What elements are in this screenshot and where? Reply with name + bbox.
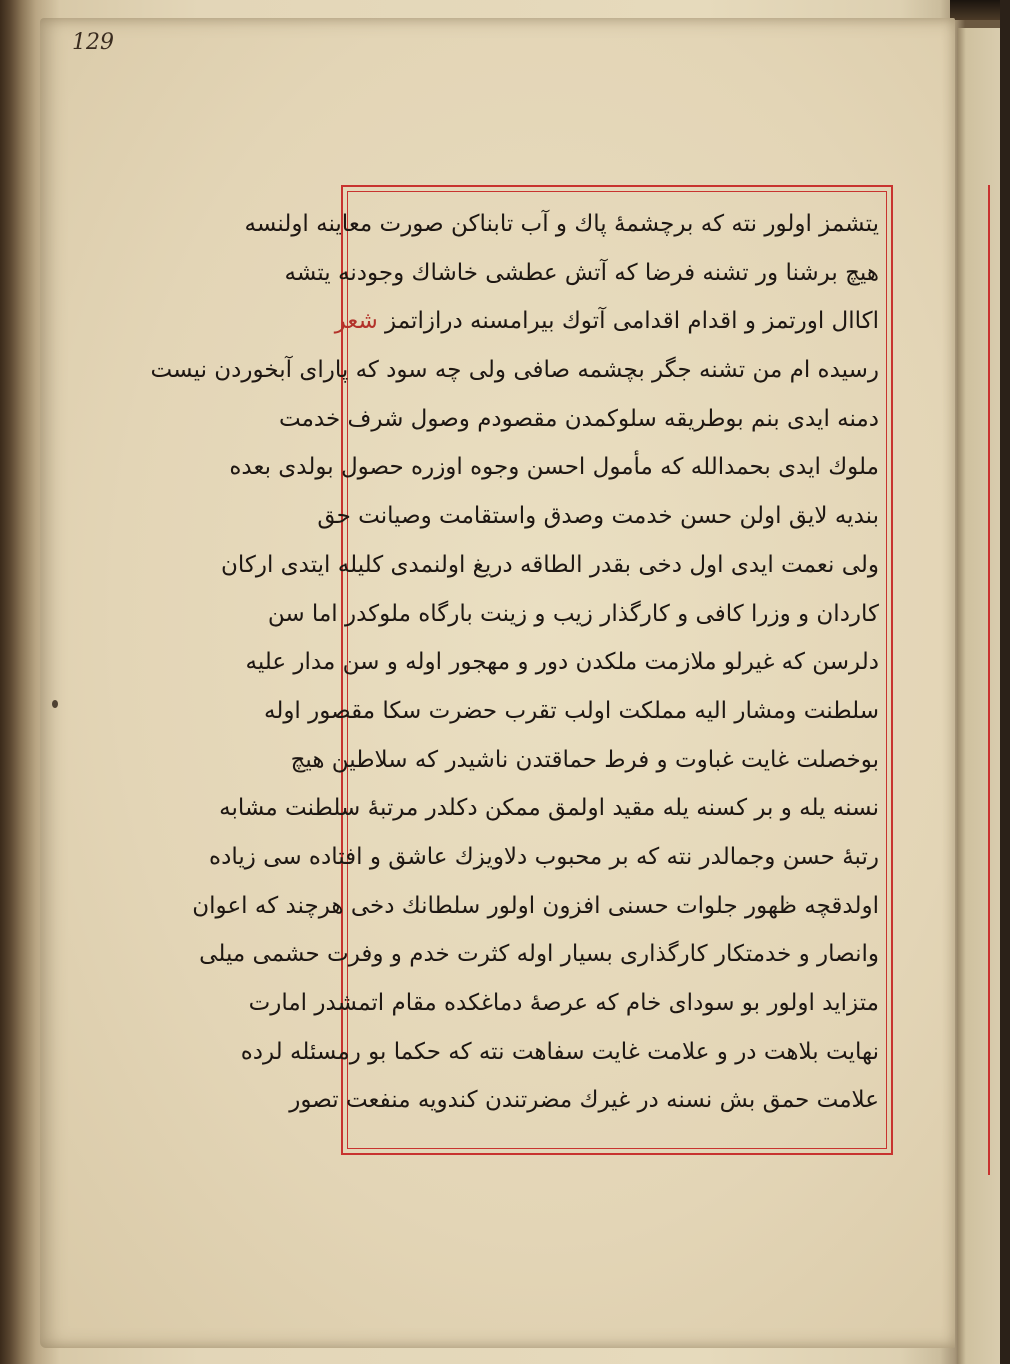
text-line: اكاال اورتمز و اقدام اقدامی آتوك بیرامسنه درازاتمز شعر — [334, 308, 879, 335]
folio-number: 129 — [72, 30, 114, 55]
text-line: بوخصلت غایت غباوت و فرط حماقتدن ناشیدر که سلاطین هیچ — [290, 746, 879, 773]
text-line: متزاید اولور بو سودای خام که عرصهٔ دماغکده مقام اتمشدر امارت — [248, 990, 879, 1016]
text-line: دمنه ایدی بنم بوطریقه سلوکمدن مقصودم وصول شرف خدمت — [279, 405, 879, 432]
text-block — [150, 200, 879, 1140]
text-line: دلرسن که غیرلو ملازمت ملکدن دور و مهجور اوله و سن مدار علیه — [245, 649, 879, 676]
text-line: بندیه لایق اولن حسن خدمت وصدق واستقامت وصیانت حق — [317, 503, 879, 530]
text-line: ولی نعمت ایدی اول دخی بقدر الطاقه دریغ اولنمدی کلیله ایتدی ارکان — [220, 551, 879, 578]
ink-spot — [52, 700, 58, 708]
text-line: ملوك ایدی بحمدالله که مأمول احسن وجوه اوزره حصول بولدی بعده — [229, 454, 879, 481]
rubric-word: شعر — [334, 308, 378, 335]
facing-page-frame-rule — [988, 185, 1010, 1175]
text-line: علامت حمق بش نسنه در غیرك مضرتندن کندویه منفعت تصور — [289, 1087, 879, 1114]
text-line: رتبهٔ حسن وجمالدر نته که بر محبوب دلاویزك عاشق و افتاده سی زیاده — [209, 843, 879, 870]
text-line: نهایت بلاهت در و علامت غایت سفاهت نته که حکما بو رمسئله لرده — [240, 1038, 879, 1065]
text-line: اولدقچه ظهور جلوات حسنی افزون اولور سلطانك دخی هرچند که اعوان — [192, 892, 879, 919]
text-line: یتشمز اولور نته که برچشمهٔ پاك و آب تابناكن صورت معاینه اولنسه — [244, 211, 879, 237]
binding-edge — [950, 0, 1000, 20]
text-line: کاردان و وزرا کافی و کارگذار زیب و زینت بارگاه ملوکدر اما سن — [267, 600, 879, 627]
text-line: هیچ برشنا ور تشنه فرضا که آتش عطشی خاشاك وجودنه یتشه — [284, 259, 879, 286]
text-line: رسیده ام من تشنه جگر بچشمه صافی ولی چه سود که پارای آبخوردن نیست — [150, 357, 879, 384]
text-line: سلطنت ومشار الیه مملکت اولب تقرب حضرت سکا مقصور اوله — [263, 697, 879, 724]
text-line: وانصار و خدمتکار کارگذاری بسیار اوله کثرت خدم و وفرت حشمی میلی — [199, 941, 879, 968]
text-line: نسنه یله و بر کسنه یله مقید اولمق ممکن دکلدر مرتبهٔ سلطنت مشابه — [219, 795, 879, 822]
